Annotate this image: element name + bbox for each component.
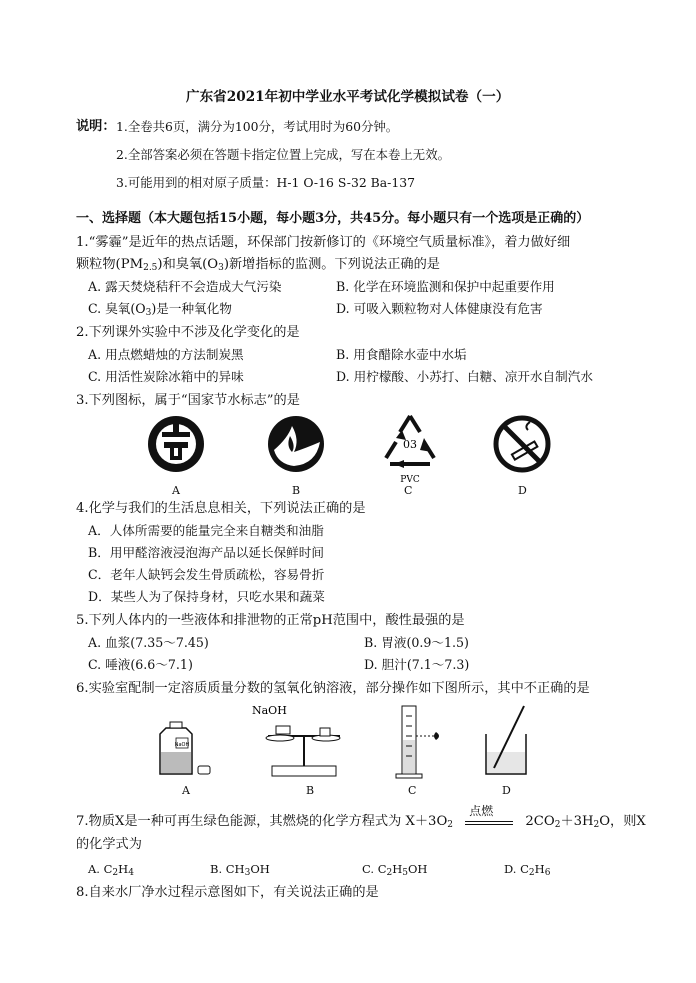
q6-label-a: A [182,784,190,797]
q5-option-a: A. 血浆(7.35～7.45) [88,635,209,650]
q4-option-a: A．人体所需要的能量完全来自糖类和油脂 [88,523,324,538]
q3-icon-d [496,418,548,470]
recycle-text: PVC [400,475,420,485]
q1-stem-line2: 颗粒物$(PM_{2.5})$和臭氧$(O_3)$新增指标的监测。下列说法正确的是 [76,257,440,273]
q6-label-d: D [502,784,511,797]
q4-option-c: C．老年人缺钙会发生骨质疏松，容易骨折 [88,567,325,582]
q7-condition: 点燃 [469,804,494,818]
q8-stem: 8.自来水厂净水过程示意图如下，有关说法正确的是 [76,885,379,900]
q7-option-b: B. $CH_3OH$ [210,862,270,878]
note-1: 1.全卷共6页，满分为100分，考试用时为60分钟。 [116,119,399,134]
q4-option-b: B．用甲醛溶液浸泡海产品以延长保鲜时间 [88,545,324,560]
q3-stem: 3.下列图标，属于“国家节水标志”的是 [76,393,300,408]
q3-icons-figure [140,412,580,494]
q6-label-b: B [306,784,315,797]
q3-label-c: C [404,484,413,497]
page-title: 广东省2021年初中学业水平考试化学模拟试卷（一） [186,89,510,105]
q6-apparatus-b [252,704,340,776]
q2-option-d: D. 用柠檬酸、小苏打、白糖、凉开水自制汽水 [336,369,593,384]
q3-icon-b [268,416,324,472]
q3-icon-a [148,416,204,472]
q3-label-a: A [172,484,180,497]
q7-option-d: D. $C_2H_6$ [504,862,551,878]
q5-option-d: D. 胆汁(7.1～7.3) [364,657,470,672]
q7-option-c: C. $C_2H_5OH$ [362,862,428,878]
q3-icon-c [386,416,434,485]
q4-stem: 4.化学与我们的生活息息相关，下列说法正确的是 [76,501,366,516]
q1-option-d: D. 可吸入颗粒物对人体健康没有危害 [336,301,543,316]
q1-option-b: B. 化学在环境监测和保护中起重要作用 [336,279,555,294]
q5-stem: 5.下列人体内的一些液体和排泄物的正常pH范围中，酸性最强的是 [76,613,465,628]
section-heading: 一、选择题（本大题包括15小题，每小题3分，共45分。每小题只有一个选项是正确的） [76,211,590,226]
q2-option-c: C. 用活性炭除冰箱中的异味 [88,369,244,384]
q7-option-a: A. $C_2H_4$ [88,862,134,878]
q7-stem-line2: 的化学式为 [76,837,142,852]
note-2: 2.全部答案必须在答题卡指定位置上完成，写在本卷上无效。 [116,147,450,162]
q6-apparatus-d [486,706,526,774]
q6-apparatus-c [396,706,439,778]
svg-text:NaOH: NaOH [174,742,190,748]
q6-apparatus-figure [140,700,540,786]
recycle-number: 03 [403,438,417,451]
q6-stem: 6.实验室配制一定溶质质量分数的氢氧化钠溶液，部分操作如下图所示，其中不正确的是 [76,681,590,696]
q3-label-d: D [518,484,527,497]
q1-stem-line1: 1.“雾霾”是近年的热点话题，环保部门按新修订的《环境空气质量标准》，着力做好细 [76,235,571,250]
q2-option-a: A. 用点燃蜡烛的方法制炭黑 [88,347,244,362]
q5-option-c: C. 唾液(6.6～7.1) [88,657,193,672]
q6-naoh-label: NaOH [252,704,287,717]
notes-label: 说明： [76,119,116,134]
q1-option-a: A. 露天焚烧秸秆不会造成大气污染 [88,279,282,294]
q6-label-c: C [408,784,417,797]
note-3: 3.可能用到的相对原子质量：H-1 O-16 S-32 Ba-137 [116,175,415,190]
q6-apparatus-a [160,722,210,774]
q1-option-c: C. 臭氧$(O_3)$是一种氧化物 [88,301,232,318]
q7-stem-line1: 7.物质X是一种可再生绿色能源，其燃烧的化学方程式为 $X+3O_2$ 点燃 $2CO_2+3H_2O$，则X [76,804,646,830]
q4-option-d: D．某些人为了保持身材，只吃水果和蔬菜 [88,589,325,604]
q2-option-b: B. 用食醋除水壶中水垢 [336,347,467,362]
q2-stem: 2.下列课外实验中不涉及化学变化的是 [76,325,300,340]
q3-label-b: B [292,484,301,497]
q5-option-b: B. 胃液(0.9～1.5) [364,635,469,650]
